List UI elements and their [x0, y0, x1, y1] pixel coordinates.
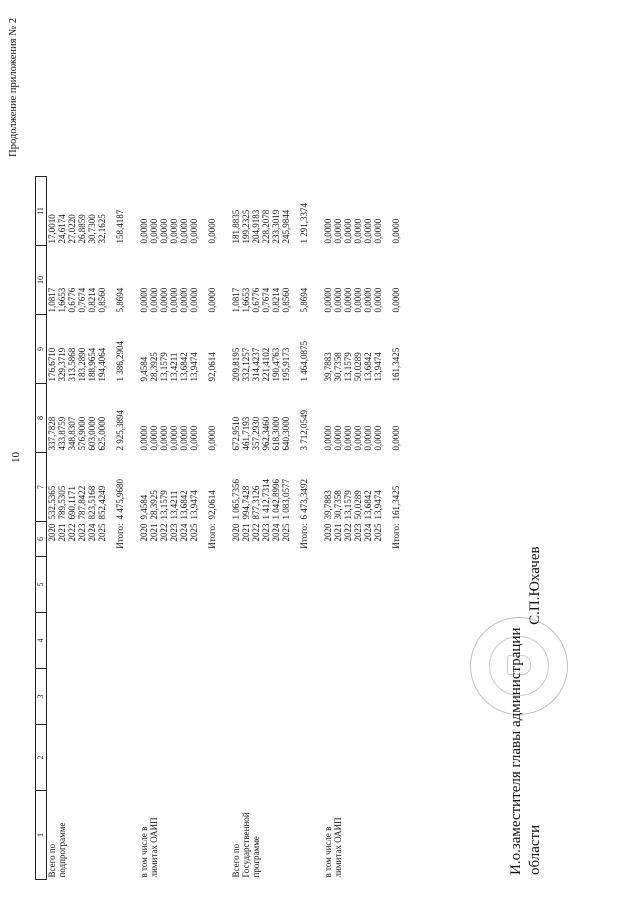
value-cell: 640,3000: [281, 416, 291, 451]
value-cell: 329,3719: [57, 347, 67, 382]
value-cell: 26,8859: [77, 214, 87, 244]
continuation-note: Продолжение приложения № 2: [8, 18, 19, 157]
col-header: 8: [36, 384, 47, 453]
col-header: 4: [36, 613, 47, 669]
value-cell: 0,0000: [179, 218, 189, 244]
value-cell: 13,1579: [343, 490, 353, 520]
value-cell: 209,8195: [231, 347, 241, 382]
empty-cell: [139, 725, 217, 791]
value-cell: 962,3460: [261, 416, 271, 451]
value-cell: 0,8214: [271, 287, 281, 313]
total-value-cell: 0,0000: [391, 287, 401, 313]
value-cell: 204,9183: [251, 209, 261, 244]
year-cell: 2023: [261, 523, 271, 542]
value-cell: 823,5168: [87, 485, 97, 520]
value-cell: 994,7428: [241, 485, 251, 520]
value-cell: 30,7300: [87, 214, 97, 244]
value-cell: 314,4237: [251, 347, 261, 382]
value-cell: 13,1579: [343, 352, 353, 382]
value-cell: 13,9474: [189, 490, 199, 520]
spacer-cell: [309, 177, 323, 880]
table-row: [323, 177, 333, 880]
value-cell: 0,0000: [373, 287, 383, 313]
total-value-cell: 1 464,0875: [299, 341, 309, 382]
signature-block: [507, 546, 545, 875]
value-cell: 50,0289: [353, 352, 363, 382]
signature-line: [526, 546, 545, 875]
value-cell: 0,0000: [159, 425, 169, 451]
value-cell: 348,8307: [67, 416, 77, 451]
value-cell: 532,5365: [47, 485, 57, 520]
year-cell: 2020: [231, 523, 241, 542]
empty-cell: [47, 669, 126, 725]
value-cell: 0,0000: [149, 218, 159, 244]
value-cell: 27,0220: [67, 214, 77, 244]
year-cell: 2022: [343, 523, 353, 542]
year-cell: 2022: [251, 523, 261, 542]
value-cell: 787,8422: [77, 485, 87, 520]
value-cell: 1 065,7356: [231, 479, 241, 520]
value-cell: 0,0000: [189, 218, 199, 244]
value-cell: 32,1625: [97, 214, 107, 244]
total-label: Итого:: [299, 523, 309, 549]
value-cell: 39,7883: [323, 490, 333, 520]
total-label: Итого:: [207, 523, 217, 549]
total-value-cell: 1 291,3374: [299, 203, 309, 244]
total-value-cell: 0,0000: [207, 218, 217, 244]
year-cell: 2024: [87, 523, 97, 542]
year-cell: 2021: [57, 523, 67, 542]
value-cell: 13,6842: [179, 490, 189, 520]
year-cell: 2020: [47, 523, 57, 542]
value-cell: 0,0000: [373, 218, 383, 244]
total-value-cell: 92,0614: [207, 352, 217, 382]
value-cell: 199,2325: [241, 209, 251, 244]
value-cell: 672,9510: [231, 416, 241, 451]
col-header: 5: [36, 557, 47, 613]
total-label: Итого:: [115, 523, 125, 549]
value-cell: 13,1579: [159, 352, 169, 382]
empty-cell: [139, 613, 217, 669]
signatory-title: И.о.заместителя главы администрации: [508, 627, 524, 875]
value-cell: 9,4584: [139, 356, 149, 382]
value-cell: 0,0000: [353, 287, 363, 313]
value-cell: 0,0000: [333, 218, 343, 244]
year-cell: 2023: [353, 523, 363, 542]
value-cell: 0,0000: [363, 218, 373, 244]
col-header: 1: [36, 791, 47, 880]
empty-cell: [139, 669, 217, 725]
signature-space: [526, 625, 545, 825]
spacer-cell: [217, 177, 231, 880]
total-value-cell: 158,4187: [115, 209, 125, 244]
value-cell: 0,0000: [149, 425, 159, 451]
value-cell: 0,0000: [159, 287, 169, 313]
value-cell: 0,7674: [261, 287, 271, 313]
value-cell: 0,0000: [169, 218, 179, 244]
value-cell: 0,0000: [149, 287, 159, 313]
value-cell: 233,3019: [271, 209, 281, 244]
value-cell: 17,0010: [47, 214, 57, 244]
empty-cell: [231, 613, 309, 669]
year-cell: 2021: [149, 523, 159, 542]
total-value-cell: 6 473,3492: [299, 479, 309, 520]
empty-cell: [47, 725, 126, 791]
value-cell: 337,7828: [47, 416, 57, 451]
year-cell: 2022: [159, 523, 169, 542]
col-header: 7: [36, 453, 47, 522]
total-value-cell: 0,0000: [391, 425, 401, 451]
value-cell: 0,7674: [77, 287, 87, 313]
value-cell: 13,4211: [169, 490, 179, 520]
year-cell: 2025: [97, 523, 107, 542]
year-cell: 2020: [139, 523, 149, 542]
value-cell: 0,0000: [343, 425, 353, 451]
value-cell: 0,0000: [179, 287, 189, 313]
value-cell: 1,6653: [57, 287, 67, 313]
value-cell: 461,7193: [241, 416, 251, 451]
value-cell: 433,8759: [57, 416, 67, 451]
table-row: [47, 177, 58, 880]
value-cell: 0,0000: [189, 425, 199, 451]
total-value-cell: 161,3425: [391, 347, 401, 382]
value-cell: 0,6776: [67, 287, 77, 313]
empty-cell: [323, 669, 401, 725]
value-cell: 221,4102: [261, 347, 271, 382]
total-value-cell: 5,8694: [299, 287, 309, 313]
value-cell: 852,4249: [97, 485, 107, 520]
column-number-row: [36, 177, 47, 880]
value-cell: 13,6842: [363, 490, 373, 520]
table-row: [231, 177, 241, 880]
spacer-row: [125, 177, 139, 880]
value-cell: 50,0289: [353, 490, 363, 520]
value-cell: 0,8560: [281, 287, 291, 313]
value-cell: 0,0000: [343, 218, 353, 244]
value-cell: 357,2930: [251, 416, 261, 451]
empty-cell: [323, 613, 401, 669]
empty-cell: [323, 725, 401, 791]
value-cell: 0,0000: [353, 218, 363, 244]
row-label: Всего по подпрограмме: [47, 822, 67, 878]
value-cell: 181,8835: [231, 209, 241, 244]
signatory-title-cont: области: [527, 824, 543, 875]
value-cell: 0,8214: [87, 287, 97, 313]
empty-cell: [323, 557, 401, 613]
value-cell: 0,0000: [363, 287, 373, 313]
total-label: Итого:: [391, 523, 401, 549]
value-cell: 789,5305: [57, 485, 67, 520]
total-value-cell: 3 712,0549: [299, 410, 309, 451]
value-cell: 0,0000: [333, 287, 343, 313]
value-cell: 13,1579: [159, 490, 169, 520]
total-value-cell: 161,3425: [391, 485, 401, 520]
value-cell: 576,9000: [77, 416, 87, 451]
year-cell: 2024: [179, 523, 189, 542]
value-cell: 1,0817: [231, 287, 241, 313]
row-label: Всего по Государственной программе: [231, 812, 261, 878]
value-cell: 176,6710: [47, 347, 57, 382]
total-value-cell: 1 386,2904: [115, 341, 125, 382]
value-cell: 0,0000: [323, 218, 333, 244]
spacer-row: [309, 177, 323, 880]
value-cell: 190,4763: [271, 347, 281, 382]
total-value-cell: 92,0614: [207, 490, 217, 520]
empty-cell: [231, 669, 309, 725]
value-cell: 1 412,7314: [261, 479, 271, 520]
total-value-cell: 0,0000: [391, 218, 401, 244]
value-cell: 0,0000: [363, 425, 373, 451]
year-cell: 2023: [169, 523, 179, 542]
value-cell: 0,6776: [251, 287, 261, 313]
value-cell: 194,4064: [97, 347, 107, 382]
year-cell: 2021: [241, 523, 251, 542]
year-cell: 2025: [189, 523, 199, 542]
value-cell: 228,2078: [261, 209, 271, 244]
value-cell: 0,0000: [373, 425, 383, 451]
year-cell: 2024: [363, 523, 373, 542]
value-cell: 1 042,8996: [271, 479, 281, 520]
value-cell: 28,3925: [149, 490, 159, 520]
value-cell: 13,9474: [373, 352, 383, 382]
page-number: 10: [10, 452, 22, 463]
value-cell: 625,0000: [97, 416, 107, 451]
value-cell: 195,9173: [281, 347, 291, 382]
year-cell: 2023: [77, 523, 87, 542]
empty-cell: [47, 557, 126, 613]
value-cell: 0,0000: [333, 425, 343, 451]
value-cell: 245,9844: [281, 209, 291, 244]
total-value-cell: 0,0000: [207, 287, 217, 313]
table-row: [139, 177, 149, 880]
value-cell: 39,7883: [323, 352, 333, 382]
year-cell: 2024: [271, 523, 281, 542]
value-cell: 1,0817: [47, 287, 57, 313]
value-cell: 690,1171: [67, 486, 77, 520]
total-value-cell: 2 925,3894: [115, 410, 125, 451]
empty-cell: [231, 557, 309, 613]
value-cell: 13,6842: [363, 352, 373, 382]
value-cell: 0,0000: [343, 287, 353, 313]
total-value-cell: 4 475,9680: [115, 479, 125, 520]
col-header: 10: [36, 246, 47, 315]
value-cell: 30,7358: [333, 490, 343, 520]
year-cell: 2025: [281, 523, 291, 542]
value-cell: 0,0000: [323, 425, 333, 451]
col-header: 3: [36, 669, 47, 725]
value-cell: 1,6653: [241, 287, 251, 313]
signatory-name: С.П.Юхачев: [527, 546, 543, 625]
year-cell: 2021: [333, 523, 343, 542]
value-cell: 13,9474: [189, 352, 199, 382]
value-cell: 603,0000: [87, 416, 97, 451]
budget-table: [35, 176, 401, 880]
row-label: в том числе в лимитах ОАИП: [323, 817, 343, 878]
table-body: [47, 177, 402, 880]
value-cell: 28,3925: [149, 352, 159, 382]
col-header: 9: [36, 315, 47, 384]
value-cell: 0,0000: [139, 218, 149, 244]
value-cell: 188,9654: [87, 347, 97, 382]
value-cell: 0,0000: [139, 425, 149, 451]
value-cell: 0,0000: [169, 287, 179, 313]
value-cell: 0,0000: [139, 287, 149, 313]
col-header: 2: [36, 725, 47, 791]
empty-cell: [231, 725, 309, 791]
value-cell: 13,4211: [169, 352, 179, 382]
spacer-cell: [125, 177, 139, 880]
value-cell: 13,6842: [179, 352, 189, 382]
year-cell: 2022: [67, 523, 77, 542]
value-cell: 1 083,0577: [281, 479, 291, 520]
year-cell: 2020: [323, 523, 333, 542]
spacer-row: [217, 177, 231, 880]
value-cell: 0,0000: [189, 287, 199, 313]
total-value-cell: 5,8694: [115, 287, 125, 313]
value-cell: 0,0000: [169, 425, 179, 451]
value-cell: 0,0000: [323, 287, 333, 313]
value-cell: 0,0000: [159, 218, 169, 244]
value-cell: 313,5868: [67, 347, 77, 382]
value-cell: 13,9474: [373, 490, 383, 520]
value-cell: 24,6174: [57, 214, 67, 244]
row-label: в том числе в лимитах ОАИП: [139, 817, 159, 878]
value-cell: 877,3126: [251, 485, 261, 520]
empty-cell: [47, 613, 126, 669]
value-cell: 618,3000: [271, 416, 281, 451]
value-cell: 183,2890: [77, 347, 87, 382]
total-value-cell: 0,0000: [207, 425, 217, 451]
value-cell: 30,7358: [333, 352, 343, 382]
value-cell: 0,0000: [179, 425, 189, 451]
value-cell: 332,1257: [241, 347, 251, 382]
col-header: 11: [36, 177, 47, 246]
value-cell: 9,4584: [139, 494, 149, 520]
year-cell: 2025: [373, 523, 383, 542]
value-cell: 0,8560: [97, 287, 107, 313]
empty-cell: [139, 557, 217, 613]
col-header: 6: [36, 522, 47, 557]
value-cell: 0,0000: [353, 425, 363, 451]
